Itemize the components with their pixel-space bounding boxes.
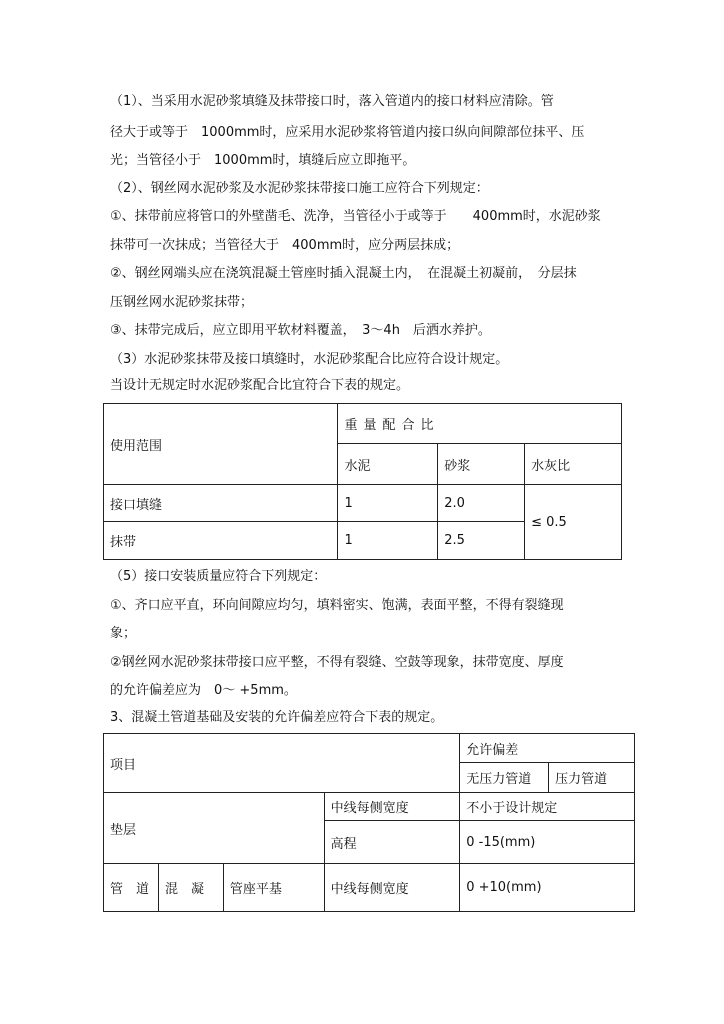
row-cement: 1 bbox=[338, 485, 438, 522]
scope-header: 使用范围 bbox=[104, 404, 338, 485]
wc-ratio-value: ≤ 0.5 bbox=[525, 485, 622, 560]
centerline-width-cell: 中线每侧宽度 bbox=[324, 793, 460, 821]
tolerance-table bbox=[103, 733, 635, 912]
mix-ratio-table bbox=[103, 403, 622, 560]
tolerance-header: 允许偏差 bbox=[460, 734, 635, 763]
pipe-seat-cell: 管座平基 bbox=[223, 864, 324, 912]
para-11: 当设计无规定时水泥砂浆配合比宜符合下表的规定。 bbox=[110, 378, 410, 393]
cushion-cell: 垫层 bbox=[104, 793, 325, 864]
para2-6: 3、混凝土管道基础及安装的允许偏差应符合下表的规定。 bbox=[110, 710, 444, 725]
para-6: 抹带可一次抹成；当管径大于 400mm时，应分两层抹成； bbox=[110, 238, 460, 253]
row-cement: 1 bbox=[338, 522, 438, 560]
elevation-value: 0 -15(mm) bbox=[460, 821, 635, 864]
row-name: 抹带 bbox=[104, 522, 338, 560]
col-mortar: 砂浆 bbox=[438, 444, 525, 485]
para-4: （2）、钢丝网水泥砂浆及水泥砂浆抹带接口施工应符合下列规定： bbox=[110, 181, 489, 196]
not-less-value: 不小于设计规定 bbox=[460, 793, 635, 821]
para2-5: 的允许偏差应为 0～ +5mm。 bbox=[110, 683, 297, 698]
row-mortar: 2.0 bbox=[438, 485, 525, 522]
para-1: （1）、当采用水泥砂浆填缝及抹带接口时，落入管道内的接口材料应清除。管 bbox=[110, 94, 554, 109]
para-9: ③、抹带完成后，应立即用平软材料覆盖， 3～4h 后洒水养护。 bbox=[110, 323, 491, 338]
para-3: 光；当管径小于 1000mm时，填缝后应立即拖平。 bbox=[110, 153, 416, 168]
ratio-header: 重量配合比 bbox=[338, 404, 622, 444]
elevation-cell: 高程 bbox=[324, 821, 460, 864]
centerline-width-cell-2: 中线每侧宽度 bbox=[324, 864, 460, 912]
para-2: 径大于或等于 1000mm时，应采用水泥砂浆将管道内接口纵向间隙部位抹平、压 bbox=[110, 125, 585, 140]
para-8: 压钢丝网水泥砂浆抹带； bbox=[110, 295, 254, 310]
row-name: 接口填缝 bbox=[104, 485, 338, 522]
concrete-cell: 混 凝 bbox=[158, 864, 223, 912]
col-wc-ratio: 水灰比 bbox=[525, 444, 622, 485]
para2-3: 象； bbox=[110, 626, 137, 641]
para2-1: （5）接口安装质量应符合下列规定： bbox=[110, 569, 327, 584]
non-pressure-header: 无压力管道 bbox=[460, 763, 549, 793]
width-value: 0 +10(mm) bbox=[460, 864, 635, 912]
pressure-header: 压力管道 bbox=[549, 763, 635, 793]
para-7: ②、钢丝网端头应在浇筑混凝土管座时插入混凝土内， 在混凝土初凝前， 分层抹 bbox=[110, 266, 577, 281]
para2-4: ②钢丝网水泥砂浆抹带接口应平整，不得有裂缝、空鼓等现象，抹带宽度、厚度 bbox=[110, 655, 564, 670]
col-cement: 水泥 bbox=[338, 444, 438, 485]
pipe-cell: 管 道 bbox=[104, 864, 159, 912]
para2-2: ①、齐口应平直，环向间隙应均匀，填料密实、饱满，表面平整，不得有裂缝现 bbox=[110, 598, 564, 613]
para-10: （3）水泥砂浆抹带及接口填缝时，水泥砂浆配合比应符合设计规定。 bbox=[110, 352, 509, 367]
para-5: ①、抹带前应将管口的外壁凿毛、洗净，当管径小于或等于 400mm时，水泥砂浆 bbox=[110, 209, 601, 224]
item-header: 项目 bbox=[104, 734, 460, 793]
row-mortar: 2.5 bbox=[438, 522, 525, 560]
